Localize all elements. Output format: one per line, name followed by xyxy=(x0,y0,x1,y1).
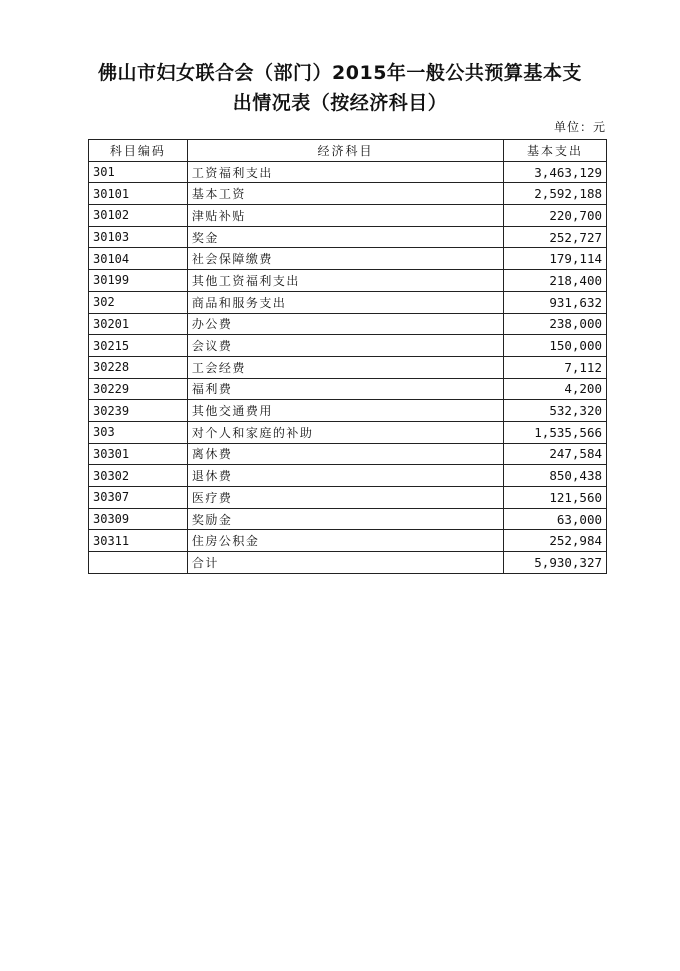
row-name: 基本工资 xyxy=(187,183,503,205)
row-name: 会议费 xyxy=(187,335,503,357)
row-name: 离休费 xyxy=(187,443,503,465)
row-code: 30228 xyxy=(89,356,188,378)
row-name: 住房公积金 xyxy=(187,530,503,552)
row-name: 奖励金 xyxy=(187,508,503,530)
table-row xyxy=(89,356,607,378)
table-row xyxy=(89,378,607,400)
table-row xyxy=(89,443,607,465)
table-row xyxy=(89,226,607,248)
row-amount: 218,400 xyxy=(504,270,607,292)
table-row xyxy=(89,161,607,183)
row-amount: 4,200 xyxy=(504,378,607,400)
row-code: 30215 xyxy=(89,335,188,357)
row-name: 工资福利支出 xyxy=(187,161,503,183)
table-row xyxy=(89,270,607,292)
row-code: 30301 xyxy=(89,443,188,465)
row-amount: 150,000 xyxy=(504,335,607,357)
row-amount: 252,984 xyxy=(504,530,607,552)
row-name: 商品和服务支出 xyxy=(187,291,503,313)
title-line-1: 佛山市妇女联合会（部门）2015年一般公共预算基本支 xyxy=(98,62,582,84)
row-code: 30101 xyxy=(89,183,188,205)
row-amount: 1,535,566 xyxy=(504,421,607,443)
row-code: 303 xyxy=(89,421,188,443)
row-name: 工会经费 xyxy=(187,356,503,378)
row-amount: 850,438 xyxy=(504,465,607,487)
row-name: 对个人和家庭的补助 xyxy=(187,421,503,443)
row-name: 其他交通费用 xyxy=(187,400,503,422)
row-amount: 7,112 xyxy=(504,356,607,378)
total-row xyxy=(89,552,607,574)
table-row xyxy=(89,291,607,313)
table-row xyxy=(89,530,607,552)
row-amount: 3,463,129 xyxy=(504,161,607,183)
table-row xyxy=(89,205,607,227)
row-code: 301 xyxy=(89,161,188,183)
row-name: 办公费 xyxy=(187,313,503,335)
row-amount: 220,700 xyxy=(504,205,607,227)
row-code: 30239 xyxy=(89,400,188,422)
row-code: 302 xyxy=(89,291,188,313)
table-row xyxy=(89,421,607,443)
row-name: 津贴补贴 xyxy=(187,205,503,227)
row-amount: 2,592,188 xyxy=(504,183,607,205)
header-name: 经济科目 xyxy=(187,140,503,162)
table-row xyxy=(89,183,607,205)
row-name: 社会保障缴费 xyxy=(187,248,503,270)
total-code xyxy=(89,552,188,574)
row-code: 30103 xyxy=(89,226,188,248)
row-amount: 931,632 xyxy=(504,291,607,313)
row-amount: 63,000 xyxy=(504,508,607,530)
header-amount: 基本支出 xyxy=(504,140,607,162)
row-amount: 179,114 xyxy=(504,248,607,270)
document-title xyxy=(60,58,620,118)
total-label: 合计 xyxy=(187,552,503,574)
row-code: 30102 xyxy=(89,205,188,227)
table-body xyxy=(89,161,607,551)
row-code: 30307 xyxy=(89,487,188,509)
row-amount: 238,000 xyxy=(504,313,607,335)
row-amount: 532,320 xyxy=(504,400,607,422)
table-row xyxy=(89,465,607,487)
row-amount: 252,727 xyxy=(504,226,607,248)
table-row xyxy=(89,248,607,270)
table-header-row xyxy=(89,140,607,162)
row-code: 30309 xyxy=(89,508,188,530)
row-name: 退休费 xyxy=(187,465,503,487)
row-amount: 121,560 xyxy=(504,487,607,509)
row-code: 30104 xyxy=(89,248,188,270)
budget-table xyxy=(88,139,607,574)
row-code: 30311 xyxy=(89,530,188,552)
table-row xyxy=(89,400,607,422)
table-row xyxy=(89,313,607,335)
row-code: 30199 xyxy=(89,270,188,292)
row-name: 医疗费 xyxy=(187,487,503,509)
row-code: 30302 xyxy=(89,465,188,487)
total-amount: 5,930,327 xyxy=(504,552,607,574)
row-amount: 247,584 xyxy=(504,443,607,465)
row-name: 奖金 xyxy=(187,226,503,248)
title-line-2: 出情况表（按经济科目） xyxy=(232,92,448,114)
row-code: 30229 xyxy=(89,378,188,400)
row-name: 福利费 xyxy=(187,378,503,400)
table-row xyxy=(89,335,607,357)
table-row xyxy=(89,487,607,509)
table-row xyxy=(89,508,607,530)
unit-label: 单位：元 xyxy=(553,120,606,134)
row-code: 30201 xyxy=(89,313,188,335)
row-name: 其他工资福利支出 xyxy=(187,270,503,292)
header-code: 科目编码 xyxy=(89,140,188,162)
